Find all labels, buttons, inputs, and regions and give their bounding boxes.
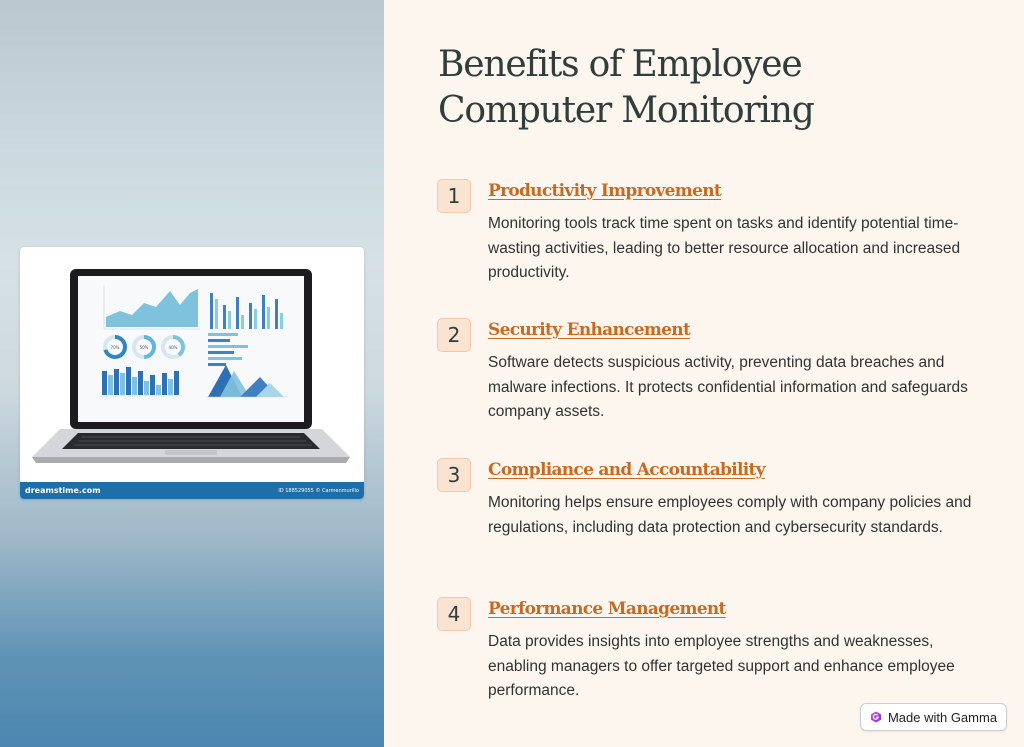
laptop-illustration bbox=[20, 247, 364, 482]
made-with-gamma-button[interactable] bbox=[860, 703, 1007, 731]
left-image-panel bbox=[0, 0, 384, 747]
donut-label-3: 40% bbox=[168, 345, 178, 350]
gamma-badge-label: Made with Gamma bbox=[887, 709, 998, 725]
benefit-description: Monitoring tools track time spent on tasks and identify potential time-wasting activities, leading to better resource allocation and increased productivity. bbox=[488, 215, 961, 281]
gamma-logo-icon bbox=[870, 711, 882, 723]
benefit-description: Monitoring helps ensure employees comply with company policies and regulations, including data protection and cybersecurity standards. bbox=[488, 494, 972, 536]
benefit-heading-link[interactable]: Security Enhancement bbox=[488, 320, 691, 340]
watermark-brand: dreamstime.com bbox=[25, 486, 101, 495]
benefit-description: Data provides insights into employee strengths and weaknesses, enabling managers to offer targeted support and enhance employee performance. bbox=[488, 633, 955, 699]
benefit-heading-link[interactable]: Compliance and Accountability bbox=[488, 460, 765, 480]
slide-title: Benefits of Employee Computer Monitoring bbox=[438, 44, 814, 131]
number-badge: 2 bbox=[437, 318, 471, 352]
benefit-description: Software detects suspicious activity, preventing data breaches and malware infections. It protects confidential information and safeguards company assets. bbox=[488, 354, 968, 420]
watermark-id: ID 188529055 © Carmenmurillo bbox=[278, 487, 359, 494]
benefit-heading-link[interactable]: Performance Management bbox=[488, 599, 726, 619]
stock-watermark-bar bbox=[20, 482, 364, 499]
benefit-heading-link[interactable]: Productivity Improvement bbox=[488, 181, 722, 201]
content-panel bbox=[384, 0, 1024, 747]
donut-label-2: 50% bbox=[139, 345, 149, 350]
donut-label-1: 70% bbox=[110, 345, 120, 350]
number-badge: 1 bbox=[437, 179, 471, 213]
laptop-photo bbox=[20, 247, 364, 499]
number-badge: 3 bbox=[437, 458, 471, 492]
number-badge: 4 bbox=[437, 597, 471, 631]
